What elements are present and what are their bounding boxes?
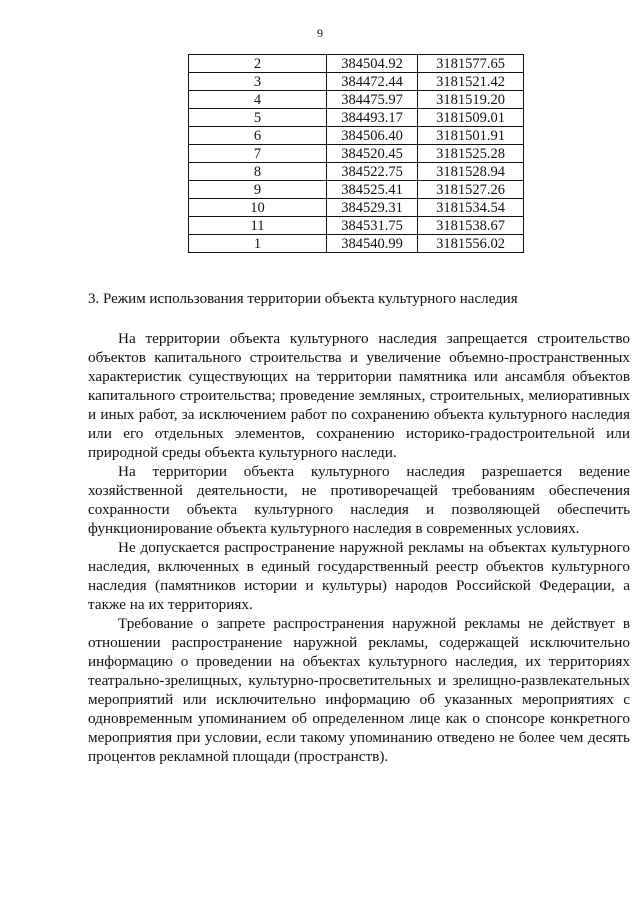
point-number-cell: 8 xyxy=(189,163,327,181)
table-row xyxy=(189,73,524,91)
paragraph-prohibitions: На территории объекта культурного наследия запрещается строительство объектов капитального строительства и увеличение объемно-пространственных характеристик существующих на территории памятника или ансамбля объектов капитального строительства; проведение земляных, строительных, мелиоративных и иных работ, за исключением работ по сохранению объекта культурного наследия или его отдельных элементов, сохранению историко-градостроительной или природной среды объекта культурного наследи. xyxy=(88,330,630,461)
x-coordinate-cell: 384504.92 xyxy=(327,55,418,73)
section-heading: 3. Режим использования территории объекта культурного наследия xyxy=(88,291,518,307)
x-coordinate-cell: 384475.97 xyxy=(327,91,418,109)
paragraph-permissions: На территории объекта культурного наследия разрешается ведение хозяйственной деятельности, не противоречащей требованиям обеспечения сохранности объекта культурного наследия и позволяющей обеспечить функционирование объекта культурного наследия в современных условиях. xyxy=(88,463,630,537)
x-coordinate-cell: 384506.40 xyxy=(327,127,418,145)
table-row xyxy=(189,163,524,181)
x-coordinate-cell: 384529.31 xyxy=(327,199,418,217)
y-coordinate-cell: 3181527.26 xyxy=(418,181,524,199)
point-number-cell: 5 xyxy=(189,109,327,127)
coordinates-table xyxy=(188,54,524,253)
table-row xyxy=(189,235,524,253)
point-number-cell: 9 xyxy=(189,181,327,199)
x-coordinate-cell: 384520.45 xyxy=(327,145,418,163)
table-row xyxy=(189,109,524,127)
point-number-cell: 4 xyxy=(189,91,327,109)
table-row xyxy=(189,127,524,145)
table-row xyxy=(189,55,524,73)
section-body xyxy=(88,329,630,766)
point-number-cell: 3 xyxy=(189,73,327,91)
table-row xyxy=(189,181,524,199)
y-coordinate-cell: 3181577.65 xyxy=(418,55,524,73)
y-coordinate-cell: 3181521.42 xyxy=(418,73,524,91)
x-coordinate-cell: 384472.44 xyxy=(327,73,418,91)
table-row xyxy=(189,199,524,217)
table-row xyxy=(189,217,524,235)
point-number-cell: 11 xyxy=(189,217,327,235)
x-coordinate-cell: 384493.17 xyxy=(327,109,418,127)
point-number-cell: 6 xyxy=(189,127,327,145)
y-coordinate-cell: 3181509.01 xyxy=(418,109,524,127)
point-number-cell: 2 xyxy=(189,55,327,73)
x-coordinate-cell: 384525.41 xyxy=(327,181,418,199)
table-row xyxy=(189,145,524,163)
paragraph-advertising-ban: Не допускается распространение наружной рекламы на объектах культурного наследия, включенных в единый государственный реестр объектов культурного наследия (памятников истории и культуры) народов Российской Федерации, а также на их территориях. xyxy=(88,539,630,613)
x-coordinate-cell: 384531.75 xyxy=(327,217,418,235)
y-coordinate-cell: 3181525.28 xyxy=(418,145,524,163)
x-coordinate-cell: 384540.99 xyxy=(327,235,418,253)
y-coordinate-cell: 3181556.02 xyxy=(418,235,524,253)
y-coordinate-cell: 3181538.67 xyxy=(418,217,524,235)
table-row xyxy=(189,91,524,109)
y-coordinate-cell: 3181501.91 xyxy=(418,127,524,145)
point-number-cell: 10 xyxy=(189,199,327,217)
y-coordinate-cell: 3181528.94 xyxy=(418,163,524,181)
y-coordinate-cell: 3181534.54 xyxy=(418,199,524,217)
page-number: 9 xyxy=(317,26,323,40)
y-coordinate-cell: 3181519.20 xyxy=(418,91,524,109)
coordinates-table-body xyxy=(189,55,524,253)
point-number-cell: 1 xyxy=(189,235,327,253)
point-number-cell: 7 xyxy=(189,145,327,163)
paragraph-advertising-exception: Требование о запрете распространения наружной рекламы не действует в отношении распространение наружной рекламы, содержащей исключительно информацию о проведении на объектах культурного наследия, их территориях театрально-зрелищных, культурно-просветительных и зрелищно-развлекательных мероприятий или исключительно информацию об указанных мероприятиях с одновременным упоминанием об определенном лице как о спонсоре конкретного мероприятия при условии, если такому упоминанию отведено не более чем десять процентов рекламной площади (пространств). xyxy=(88,615,630,765)
x-coordinate-cell: 384522.75 xyxy=(327,163,418,181)
